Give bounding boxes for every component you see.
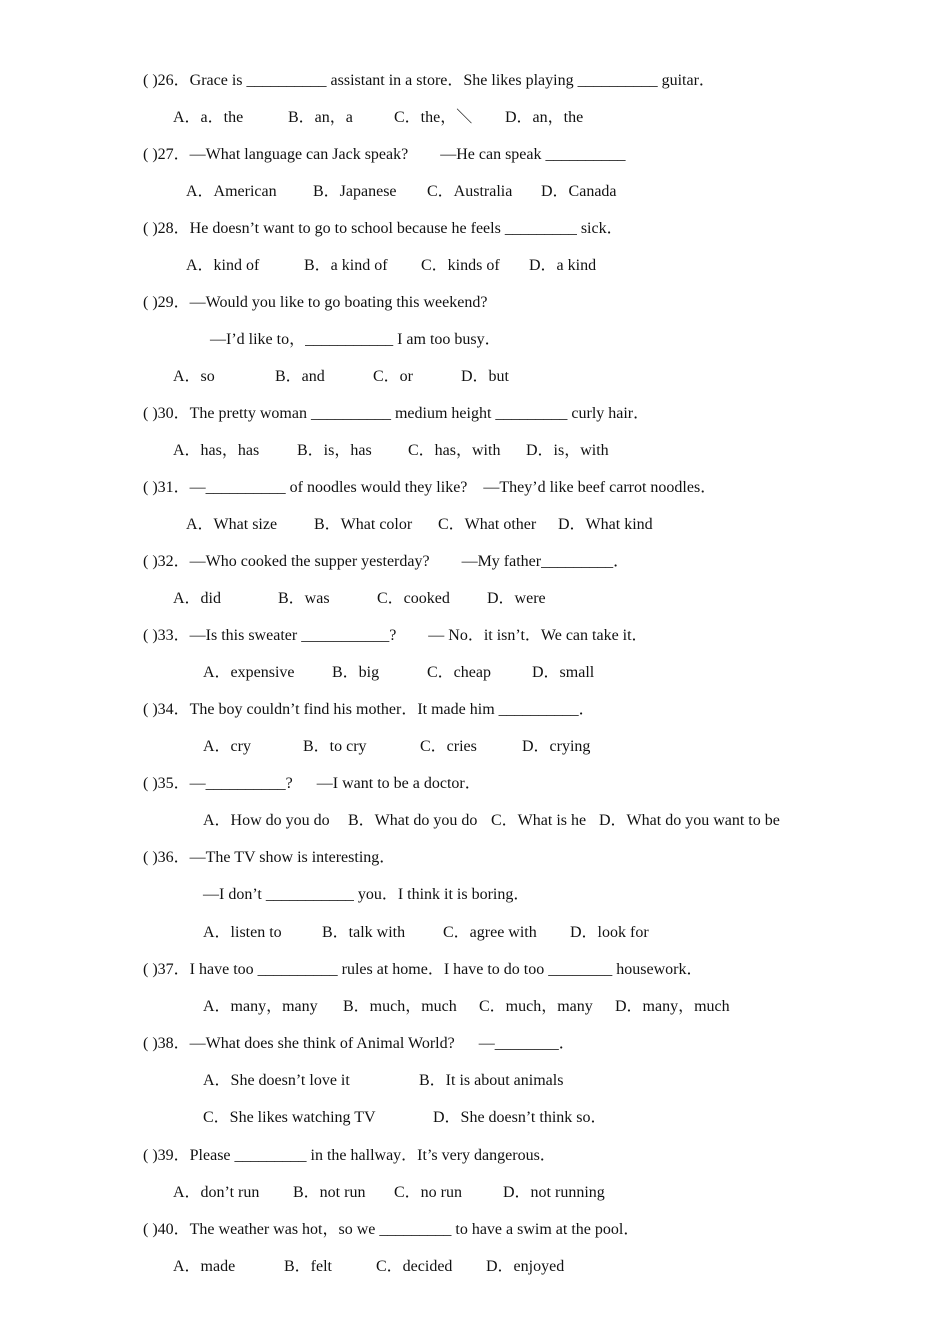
q27-option-c: C．Australia [427, 183, 513, 200]
question-40-stem: ( )40．The weather was hot，so we _________ to have a swim at the pool． [143, 1221, 640, 1238]
q28-option-b: B．a kind of [304, 257, 388, 274]
q27-option-d: D．Canada [541, 183, 617, 200]
question-30-stem: ( )30．The pretty woman __________ medium height _________ curly hair． [143, 405, 650, 422]
q34-option-d: D．crying [522, 738, 591, 755]
question-31-stem: ( )31．—__________ of noodles would they like? —They’d like beef carrot noodles． [143, 479, 717, 496]
q40-option-a: A．made [173, 1258, 236, 1275]
question-29-stem: ( )29．—Would you like to go boating this weekend? [143, 294, 488, 311]
q31-option-d: D．What kind [558, 516, 653, 533]
q33-option-d: D．small [532, 664, 595, 681]
q26-option-c: C．the，＼ [394, 109, 473, 126]
q38-option-c: C．She likes watching TV [203, 1109, 376, 1126]
q28-option-d: D．a kind [529, 257, 597, 274]
q30-option-c: C．has，with [408, 442, 501, 459]
q31-option-c: C．What other [438, 516, 537, 533]
q37-option-d: D．many，much [615, 998, 730, 1015]
q39-option-d: D．not running [503, 1184, 605, 1201]
q37-option-b: B．much，much [343, 998, 457, 1015]
question-26-stem: ( )26．Grace is __________ assistant in a store．She likes playing __________ guitar． [143, 72, 715, 89]
q31-option-a: A．What size [186, 516, 278, 533]
q33-option-b: B．big [332, 664, 380, 681]
q30-option-d: D．is，with [526, 442, 609, 459]
q36-option-c: C．agree with [443, 924, 537, 941]
q33-option-c: C．cheap [427, 664, 491, 681]
q39-option-c: C．no run [394, 1184, 463, 1201]
question-36-reply: —I don’t ___________ you．I think it is boring． [203, 886, 530, 903]
q29-option-b: B．and [275, 368, 325, 385]
q40-option-c: C．decided [376, 1258, 453, 1275]
q34-option-c: C．cries [420, 738, 477, 755]
q37-option-c: C．much，many [479, 998, 593, 1015]
q30-option-a: A．has，has [173, 442, 260, 459]
q39-option-b: B．not run [293, 1184, 366, 1201]
q38-option-a: A．She doesn’t love it [203, 1072, 350, 1089]
question-37-stem: ( )37．I have too __________ rules at home．I have to do too ________ housework． [143, 961, 703, 978]
q34-option-a: A．cry [203, 738, 251, 755]
q38-option-d: D．She doesn’t think so． [433, 1109, 607, 1126]
q35-option-c: C．What is he [491, 812, 587, 829]
question-33-stem: ( )33．—Is this sweater ___________? — No．it isn’t．We can take it． [143, 627, 648, 644]
q28-option-a: A．kind of [186, 257, 260, 274]
q27-option-b: B．Japanese [313, 183, 397, 200]
q35-option-d: D．What do you want to be [599, 812, 780, 829]
question-35-stem: ( )35．—__________? —I want to be a doctor． [143, 775, 481, 792]
q29-option-d: D．but [461, 368, 510, 385]
q30-option-b: B．is，has [297, 442, 372, 459]
q37-option-a: A．many，many [203, 998, 318, 1015]
q28-option-c: C．kinds of [421, 257, 500, 274]
q38-option-b: B．It is about animals [419, 1072, 564, 1089]
q36-option-a: A．listen to [203, 924, 282, 941]
q29-option-c: C．or [373, 368, 414, 385]
q35-option-a: A．How do you do [203, 812, 330, 829]
question-36-stem: ( )36．—The TV show is interesting． [143, 849, 396, 866]
q31-option-b: B．What color [314, 516, 413, 533]
question-34-stem: ( )34．The boy couldn’t find his mother．It made him __________． [143, 701, 595, 718]
q36-option-b: B．talk with [322, 924, 406, 941]
q26-option-a: A．a．the [173, 109, 244, 126]
q32-option-c: C．cooked [377, 590, 450, 607]
q32-option-d: D．were [487, 590, 546, 607]
q40-option-b: B．felt [284, 1258, 332, 1275]
q33-option-a: A．expensive [203, 664, 295, 681]
question-39-stem: ( )39．Please _________ in the hallway．It’s very dangerous． [143, 1147, 556, 1164]
question-32-stem: ( )32．—Who cooked the supper yesterday? —My father_________． [143, 553, 630, 570]
question-38-stem: ( )38．—What does she think of Animal World? —________． [143, 1035, 575, 1052]
question-29-reply: —I’d like to，___________ I am too busy． [210, 331, 501, 348]
q34-option-b: B．to cry [303, 738, 367, 755]
q36-option-d: D．look for [570, 924, 649, 941]
q40-option-d: D．enjoyed [486, 1258, 565, 1275]
q35-option-b: B．What do you do [348, 812, 478, 829]
question-28-stem: ( )28．He doesn’t want to go to school because he feels _________ sick． [143, 220, 623, 237]
q32-option-b: B．was [278, 590, 330, 607]
q32-option-a: A．did [173, 590, 222, 607]
q27-option-a: A．American [186, 183, 277, 200]
q29-option-a: A．so [173, 368, 215, 385]
question-27-stem: ( )27．—What language can Jack speak? —He can speak __________ [143, 146, 626, 163]
q26-option-d: D．an，the [505, 109, 584, 126]
q26-option-b: B．an，a [288, 109, 353, 126]
q39-option-a: A．don’t run [173, 1184, 260, 1201]
